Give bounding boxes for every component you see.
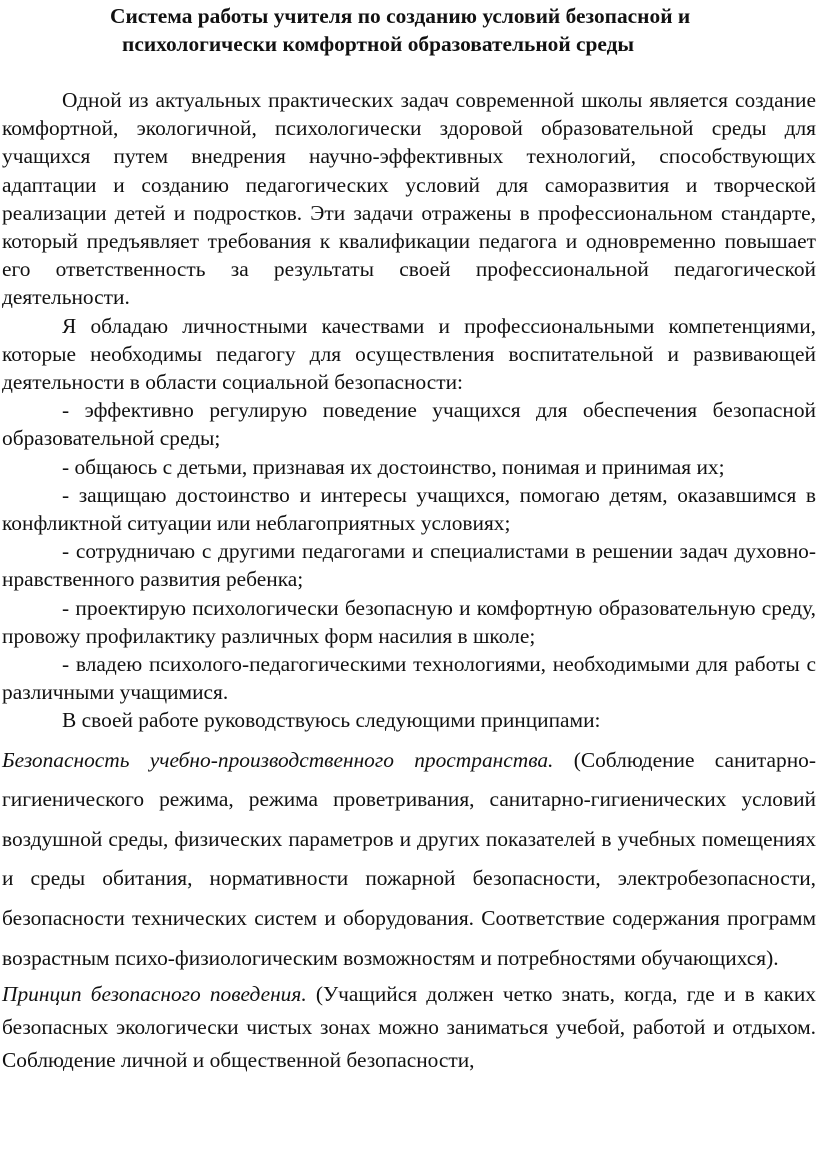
list-item: - общаюсь с детьми, признавая их достоинство, понимая и принимая их; bbox=[62, 454, 725, 479]
list-item: - эффективно регулирую поведение учащихся для обеспечения безопасной образовательной среды; bbox=[2, 398, 816, 451]
intro-paragraph: Одной из актуальных практических задач современной школы является создание комфортной, экологичной, психологически здоровой образовательной среды для учащихся путем внедрения научно-эффективных технологий, способствующих адаптации и созданию педагогических условий для саморазвития и творческой реализации детей и подростков. Эти задачи отражены в профессиональном стандарте, который предъявляет требования к квалификации педагога и одновременно повышает его ответственность за результаты своей профессиональной педагогической деятельности. bbox=[2, 88, 816, 310]
principle-2-paragraph bbox=[2, 978, 816, 1077]
principle-1-paragraph bbox=[2, 741, 816, 979]
list-item: - проектирую психологически безопасную и комфортную образовательную среду, провожу профилактику различных форм насилия в школе; bbox=[2, 595, 816, 648]
list-item: - владею психолого-педагогическими технологиями, необходимыми для работы с различными учащимися. bbox=[2, 652, 816, 705]
principle-1-text: (Соблюдение санитарно-гигиенического режима, режима проветривания, санитарно-гигиенических условий воздушной среды, физических параметров и других показателей в учебных помещениях и среды обитания, нормативности пожарной безопасности, электробезопасности, безопасности технических систем и оборудования. Соответствие содержания программ возрастным психо-физиологическим возможностям и потребностями обучающихся). bbox=[2, 747, 816, 970]
title-line-2: психологически комфортной образовательной среды bbox=[122, 32, 635, 56]
principle-2-heading: Принцип безопасного поведения. bbox=[2, 982, 307, 1007]
competencies-paragraph: Я обладаю личностными качествами и профессиональными компетенциями, которые необходимы педагогу для осуществления воспитательной и развивающей деятельности в области социальной безопасности: bbox=[2, 313, 816, 395]
title-line-1: Система работы учителя по созданию условий безопасной и bbox=[110, 4, 691, 28]
principles-intro: В своей работе руководствуюсь следующими принципами: bbox=[62, 708, 601, 733]
principle-2-text: (Учащийся должен четко знать, когда, где и в каких безопасных экологически чистых зонах можно заниматься учебой, работой и отдыхом. Соблюдение личной и общественной безопасности, bbox=[2, 982, 816, 1073]
principle-1-heading: Безопасность учебно-производственного пространства. bbox=[2, 747, 554, 772]
list-item: - сотрудничаю с другими педагогами и специалистами в решении задач духовно-нравственного развития ребенка; bbox=[2, 539, 816, 592]
spacer bbox=[2, 58, 816, 86]
document-title bbox=[2, 0, 816, 58]
list-item: - защищаю достоинство и интересы учащихся, помогаю детям, оказавшимся в конфликтной ситуации или неблагоприятных условиях; bbox=[2, 482, 816, 536]
